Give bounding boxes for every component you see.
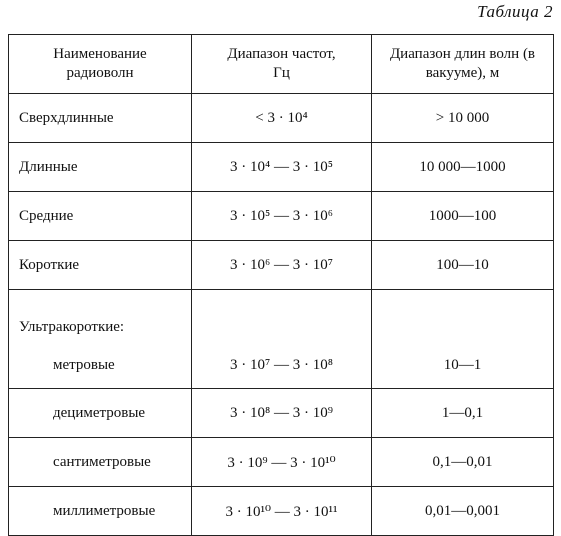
row-wavelength: 0,01—0,001 (372, 487, 554, 536)
row-frequency: 3 · 10⁴ — 3 · 10⁵ (192, 143, 372, 192)
row-wavelength: 10—1 (372, 342, 554, 389)
header-name: Наименование радиоволн (9, 35, 192, 94)
table-row (9, 192, 554, 241)
row-name: Длинные (9, 143, 192, 192)
table-row (9, 143, 554, 192)
row-wavelength: 0,1—0,01 (372, 438, 554, 487)
table-row (9, 94, 554, 143)
table-caption: Таблица 2 (477, 2, 553, 21)
table-row (9, 487, 554, 536)
row-wavelength: 1—0,1 (372, 389, 554, 438)
header-frequency: Диапазон частот, Гц (192, 35, 372, 94)
row-name: сантиметровые (9, 438, 192, 487)
row-name: Средние (9, 192, 192, 241)
row-name: Короткие (9, 241, 192, 290)
row-frequency: 3 · 10⁸ — 3 · 10⁹ (192, 389, 372, 438)
table-row (9, 342, 554, 389)
row-frequency: 3 · 10⁵ — 3 · 10⁶ (192, 192, 372, 241)
empty-cell (372, 290, 554, 343)
row-frequency: < 3 · 10⁴ (192, 94, 372, 143)
empty-cell (192, 290, 372, 343)
table-row (9, 438, 554, 487)
table-row (9, 389, 554, 438)
row-name: дециметровые (9, 389, 192, 438)
row-name: метровые (9, 342, 192, 389)
row-name: миллиметровые (9, 487, 192, 536)
row-frequency: 3 · 10⁶ — 3 · 10⁷ (192, 241, 372, 290)
table-row (9, 241, 554, 290)
row-name: Сверхдлинные (9, 94, 192, 143)
header-row (9, 35, 554, 94)
row-wavelength: > 10 000 (372, 94, 554, 143)
row-wavelength: 100—10 (372, 241, 554, 290)
group-title-row (9, 290, 554, 343)
row-wavelength: 10 000—1000 (372, 143, 554, 192)
row-wavelength: 1000—100 (372, 192, 554, 241)
row-frequency: 3 · 10¹⁰ — 3 · 10¹¹ (192, 487, 372, 536)
row-frequency: 3 · 10⁹ — 3 · 10¹⁰ (192, 438, 372, 487)
group-title: Ультракороткие: (9, 290, 192, 343)
row-frequency: 3 · 10⁷ — 3 · 10⁸ (192, 342, 372, 389)
header-wavelength: Диапазон длин волн (в вакууме), м (372, 35, 554, 94)
radio-waves-table (8, 34, 554, 536)
